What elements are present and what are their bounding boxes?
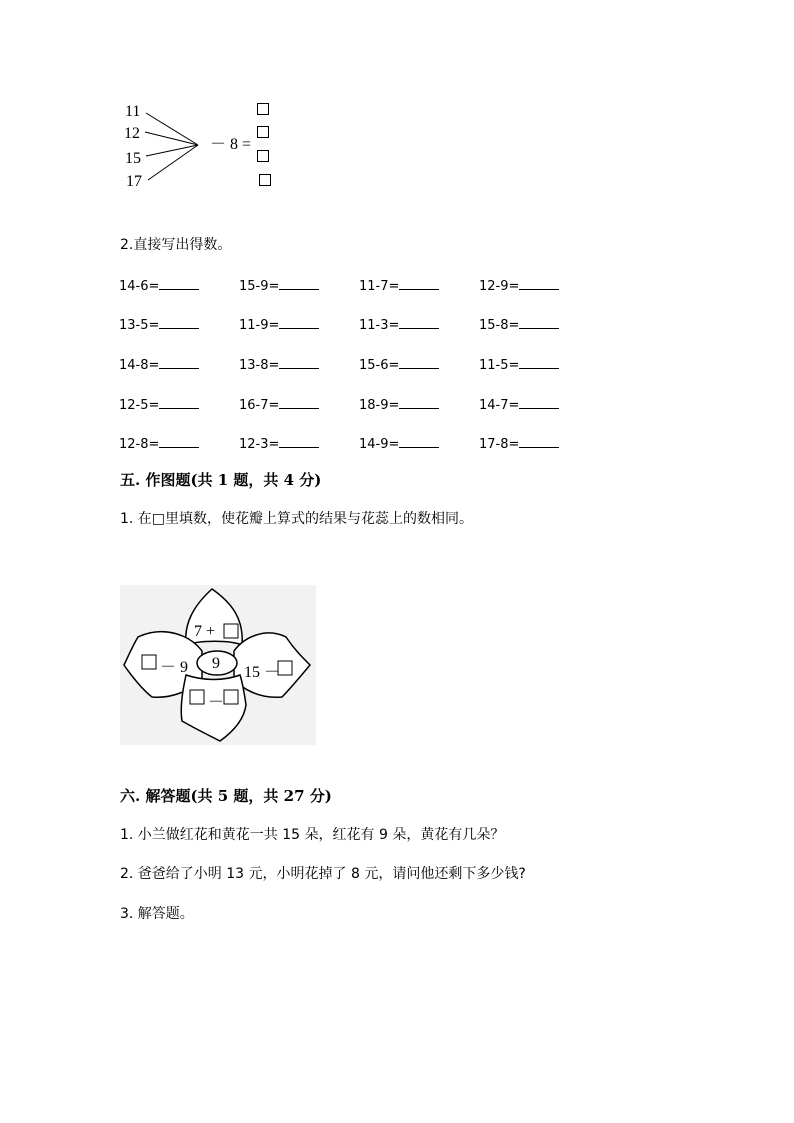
answer-blank[interactable] (279, 277, 319, 290)
answer-blank[interactable] (159, 316, 199, 329)
exercise-text: 14-9= (359, 437, 400, 452)
answer-blank[interactable] (159, 277, 199, 290)
section-5-heading: 五. 作图题(共 1 题，共 4 分) (120, 471, 322, 489)
exercise-text: 14-6= (119, 279, 160, 294)
exercise-text: 15-6= (359, 358, 400, 373)
answer-blank[interactable] (279, 435, 319, 448)
exercise-item (119, 356, 199, 374)
exercise-text: 11-9= (239, 318, 280, 333)
exercise-text: 15-9= (239, 279, 280, 294)
exercise-item (359, 316, 439, 334)
flower-top-expression: 7 + (194, 623, 216, 640)
exercise-item (239, 435, 319, 453)
exercise-text: 16-7= (239, 398, 280, 413)
exercise-item (479, 356, 559, 374)
exercise-item (119, 435, 199, 453)
exercise-text: 15-8= (479, 318, 520, 333)
answer-blank[interactable] (159, 435, 199, 448)
exercise-text: 11-5= (479, 358, 520, 373)
diagram-number: 11 (125, 103, 141, 120)
answer-box[interactable] (257, 150, 269, 162)
section-6-heading: 六. 解答题(共 5 题，共 27 分) (120, 787, 332, 805)
exercise-item (359, 396, 439, 414)
exercise-item (119, 396, 199, 414)
question-2-title: 2.直接写出得数。 (120, 237, 232, 253)
answer-box[interactable] (257, 126, 269, 138)
flower-center-number: 9 (212, 655, 220, 672)
exercise-item (479, 316, 559, 334)
answer-blank[interactable] (519, 396, 559, 409)
flower-right-expression: 15 － (244, 664, 281, 681)
exercise-item (119, 277, 199, 295)
answer-blank[interactable] (399, 277, 439, 290)
answer-blank[interactable] (279, 316, 319, 329)
exercise-item (119, 316, 199, 334)
answer-blank[interactable] (519, 277, 559, 290)
answer-blank[interactable] (399, 356, 439, 369)
exercise-text: 18-9= (359, 398, 400, 413)
answer-blank[interactable] (279, 396, 319, 409)
flower-left-expression: － 9 (160, 659, 189, 676)
section-6-question-1: 1. 小兰做红花和黄花一共 15 朵，红花有 9 朵，黄花有几朵？ (120, 827, 505, 843)
exercise-text: 12-9= (479, 279, 520, 294)
exercise-text: 14-8= (119, 358, 160, 373)
exercise-text: 11-7= (359, 279, 400, 294)
exercise-item (239, 277, 319, 295)
connector-lines (140, 100, 210, 190)
flower-answer-box[interactable] (142, 655, 156, 669)
flower-answer-box[interactable] (224, 624, 238, 638)
answer-box[interactable] (259, 174, 271, 186)
exercise-item (239, 396, 319, 414)
exercise-item (479, 396, 559, 414)
exercise-item (239, 316, 319, 334)
exercise-text: 12-3= (239, 437, 280, 452)
answer-blank[interactable] (519, 356, 559, 369)
exercise-item (359, 435, 439, 453)
exercise-item (479, 435, 559, 453)
exercise-item (359, 277, 439, 295)
answer-blank[interactable] (519, 316, 559, 329)
answer-box[interactable] (257, 103, 269, 115)
answer-blank[interactable] (159, 356, 199, 369)
exercise-item (359, 356, 439, 374)
exercise-text: 12-5= (119, 398, 160, 413)
exercise-text: 12-8= (119, 437, 160, 452)
flower-answer-box[interactable] (278, 661, 292, 675)
flower-answer-box[interactable] (224, 690, 238, 704)
exercise-text: 11-3= (359, 318, 400, 333)
section-6-question-2: 2. 爸爸给了小明 13 元，小明花掉了 8 元，请问他还剩下多少钱? (120, 866, 526, 882)
section-5-question-1: 1. 在□里填数，使花瓣上算式的结果与花蕊上的数相同。 (120, 511, 474, 527)
answer-blank[interactable] (399, 435, 439, 448)
answer-blank[interactable] (159, 396, 199, 409)
flower-figure (120, 585, 316, 745)
section-6-question-3: 3. 解答题。 (120, 906, 194, 922)
minus-eight-equals: － 8 = (210, 136, 252, 153)
flower-answer-box[interactable] (190, 690, 204, 704)
diagram-number: 15 (125, 150, 141, 167)
exercise-text: 13-5= (119, 318, 160, 333)
exercise-text: 17-8= (479, 437, 520, 452)
answer-blank[interactable] (399, 316, 439, 329)
diagram-number: 17 (126, 173, 142, 190)
flower-bottom-expression: － (208, 694, 225, 711)
exercise-text: 14-7= (479, 398, 520, 413)
exercise-item (239, 356, 319, 374)
exercise-item (479, 277, 559, 295)
answer-blank[interactable] (399, 396, 439, 409)
answer-blank[interactable] (279, 356, 319, 369)
answer-blank[interactable] (519, 435, 559, 448)
diagram-number: 12 (124, 125, 140, 142)
exercise-text: 13-8= (239, 358, 280, 373)
